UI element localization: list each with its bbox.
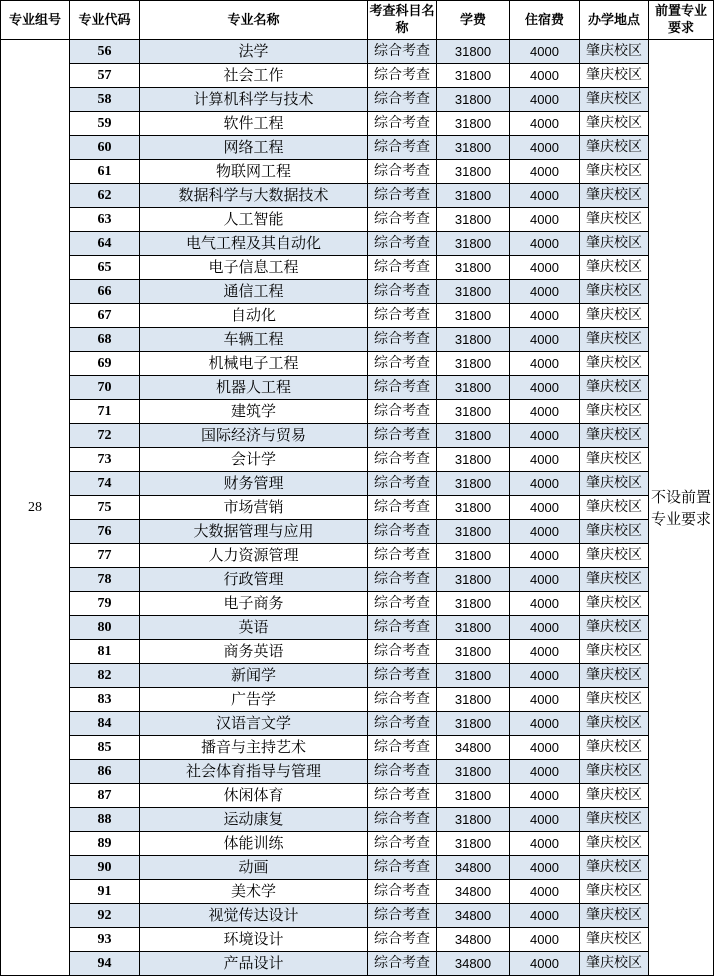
exam-subject-cell: 综合考查 <box>368 256 437 280</box>
lodging-fee-cell: 4000 <box>510 232 580 256</box>
major-name-cell: 财务管理 <box>140 472 368 496</box>
lodging-fee-cell: 4000 <box>510 712 580 736</box>
location-cell: 肇庆校区 <box>580 88 649 112</box>
major-code-cell: 63 <box>70 208 140 232</box>
tuition-cell: 34800 <box>437 880 510 904</box>
table-row <box>1 280 714 304</box>
tuition-cell: 31800 <box>437 256 510 280</box>
major-code-cell: 92 <box>70 904 140 928</box>
location-cell: 肇庆校区 <box>580 232 649 256</box>
tuition-cell: 31800 <box>437 688 510 712</box>
lodging-fee-cell: 4000 <box>510 496 580 520</box>
table-row <box>1 568 714 592</box>
major-code-cell: 74 <box>70 472 140 496</box>
location-cell: 肇庆校区 <box>580 520 649 544</box>
tuition-cell: 31800 <box>437 88 510 112</box>
location-cell: 肇庆校区 <box>580 856 649 880</box>
tuition-cell: 31800 <box>437 808 510 832</box>
major-code-cell: 59 <box>70 112 140 136</box>
tuition-cell: 31800 <box>437 664 510 688</box>
lodging-fee-cell: 4000 <box>510 328 580 352</box>
tuition-cell: 31800 <box>437 832 510 856</box>
lodging-fee-cell: 4000 <box>510 904 580 928</box>
location-cell: 肇庆校区 <box>580 184 649 208</box>
tuition-cell: 31800 <box>437 352 510 376</box>
table-row <box>1 856 714 880</box>
major-code-cell: 72 <box>70 424 140 448</box>
exam-subject-cell: 综合考查 <box>368 232 437 256</box>
major-code-cell: 88 <box>70 808 140 832</box>
location-cell: 肇庆校区 <box>580 760 649 784</box>
table-row <box>1 664 714 688</box>
location-cell: 肇庆校区 <box>580 448 649 472</box>
header-group-no: 专业组号 <box>1 1 70 40</box>
major-code-cell: 58 <box>70 88 140 112</box>
location-cell: 肇庆校区 <box>580 592 649 616</box>
location-cell: 肇庆校区 <box>580 304 649 328</box>
major-code-cell: 60 <box>70 136 140 160</box>
major-name-cell: 社会体育指导与管理 <box>140 760 368 784</box>
table-row <box>1 472 714 496</box>
table-row <box>1 544 714 568</box>
major-code-cell: 62 <box>70 184 140 208</box>
table-row <box>1 616 714 640</box>
location-cell: 肇庆校区 <box>580 112 649 136</box>
lodging-fee-cell: 4000 <box>510 376 580 400</box>
exam-subject-cell: 综合考查 <box>368 64 437 88</box>
major-code-cell: 78 <box>70 568 140 592</box>
table-row <box>1 952 714 976</box>
header-exam-subject: 考查科目名称 <box>368 1 437 40</box>
location-cell: 肇庆校区 <box>580 136 649 160</box>
major-name-cell: 数据科学与大数据技术 <box>140 184 368 208</box>
tuition-cell: 31800 <box>437 544 510 568</box>
lodging-fee-cell: 4000 <box>510 40 580 64</box>
tuition-cell: 31800 <box>437 568 510 592</box>
tuition-cell: 31800 <box>437 280 510 304</box>
location-cell: 肇庆校区 <box>580 664 649 688</box>
exam-subject-cell: 综合考查 <box>368 400 437 424</box>
exam-subject-cell: 综合考查 <box>368 928 437 952</box>
table-row <box>1 712 714 736</box>
lodging-fee-cell: 4000 <box>510 568 580 592</box>
exam-subject-cell: 综合考查 <box>368 616 437 640</box>
table-row <box>1 592 714 616</box>
location-cell: 肇庆校区 <box>580 904 649 928</box>
exam-subject-cell: 综合考查 <box>368 328 437 352</box>
major-code-cell: 86 <box>70 760 140 784</box>
table-row <box>1 760 714 784</box>
major-code-cell: 67 <box>70 304 140 328</box>
tuition-cell: 31800 <box>437 472 510 496</box>
tuition-cell: 31800 <box>437 496 510 520</box>
exam-subject-cell: 综合考查 <box>368 352 437 376</box>
tuition-cell: 31800 <box>437 520 510 544</box>
header-major-code: 专业代码 <box>70 1 140 40</box>
major-name-cell: 计算机科学与技术 <box>140 88 368 112</box>
tuition-cell: 34800 <box>437 928 510 952</box>
major-name-cell: 市场营销 <box>140 496 368 520</box>
lodging-fee-cell: 4000 <box>510 136 580 160</box>
major-name-cell: 人力资源管理 <box>140 544 368 568</box>
lodging-fee-cell: 4000 <box>510 448 580 472</box>
major-name-cell: 车辆工程 <box>140 328 368 352</box>
tuition-cell: 31800 <box>437 400 510 424</box>
table-row <box>1 880 714 904</box>
table-row <box>1 904 714 928</box>
exam-subject-cell: 综合考查 <box>368 376 437 400</box>
location-cell: 肇庆校区 <box>580 352 649 376</box>
exam-subject-cell: 综合考查 <box>368 904 437 928</box>
tuition-cell: 34800 <box>437 856 510 880</box>
lodging-fee-cell: 4000 <box>510 112 580 136</box>
major-code-cell: 90 <box>70 856 140 880</box>
header-tuition: 学费 <box>437 1 510 40</box>
exam-subject-cell: 综合考查 <box>368 88 437 112</box>
header-major-name: 专业名称 <box>140 1 368 40</box>
table-row <box>1 304 714 328</box>
exam-subject-cell: 综合考查 <box>368 712 437 736</box>
major-name-cell: 休闲体育 <box>140 784 368 808</box>
exam-subject-cell: 综合考查 <box>368 448 437 472</box>
tuition-cell: 31800 <box>437 448 510 472</box>
major-name-cell: 美术学 <box>140 880 368 904</box>
location-cell: 肇庆校区 <box>580 208 649 232</box>
exam-subject-cell: 综合考查 <box>368 280 437 304</box>
major-name-cell: 体能训练 <box>140 832 368 856</box>
major-code-cell: 68 <box>70 328 140 352</box>
lodging-fee-cell: 4000 <box>510 64 580 88</box>
exam-subject-cell: 综合考查 <box>368 520 437 544</box>
major-code-cell: 76 <box>70 520 140 544</box>
location-cell: 肇庆校区 <box>580 280 649 304</box>
location-cell: 肇庆校区 <box>580 160 649 184</box>
lodging-fee-cell: 4000 <box>510 832 580 856</box>
table-row <box>1 352 714 376</box>
major-name-cell: 运动康复 <box>140 808 368 832</box>
prerequisite-cell: 不设前置专业要求 <box>649 40 714 976</box>
major-code-cell: 61 <box>70 160 140 184</box>
tuition-cell: 31800 <box>437 616 510 640</box>
location-cell: 肇庆校区 <box>580 400 649 424</box>
tuition-cell: 31800 <box>437 112 510 136</box>
table-row <box>1 928 714 952</box>
location-cell: 肇庆校区 <box>580 712 649 736</box>
exam-subject-cell: 综合考查 <box>368 472 437 496</box>
exam-subject-cell: 综合考查 <box>368 112 437 136</box>
tuition-cell: 31800 <box>437 376 510 400</box>
major-name-cell: 电子商务 <box>140 592 368 616</box>
table-row <box>1 520 714 544</box>
exam-subject-cell: 综合考查 <box>368 208 437 232</box>
major-code-cell: 89 <box>70 832 140 856</box>
lodging-fee-cell: 4000 <box>510 520 580 544</box>
exam-subject-cell: 综合考查 <box>368 568 437 592</box>
major-code-cell: 83 <box>70 688 140 712</box>
lodging-fee-cell: 4000 <box>510 544 580 568</box>
location-cell: 肇庆校区 <box>580 640 649 664</box>
major-name-cell: 国际经济与贸易 <box>140 424 368 448</box>
lodging-fee-cell: 4000 <box>510 160 580 184</box>
table-row <box>1 256 714 280</box>
exam-subject-cell: 综合考查 <box>368 424 437 448</box>
major-name-cell: 软件工程 <box>140 112 368 136</box>
major-code-cell: 81 <box>70 640 140 664</box>
location-cell: 肇庆校区 <box>580 256 649 280</box>
table-row <box>1 400 714 424</box>
header-location: 办学地点 <box>580 1 649 40</box>
location-cell: 肇庆校区 <box>580 328 649 352</box>
group-number-cell: 28 <box>1 40 70 976</box>
lodging-fee-cell: 4000 <box>510 856 580 880</box>
location-cell: 肇庆校区 <box>580 472 649 496</box>
major-name-cell: 新闻学 <box>140 664 368 688</box>
major-name-cell: 视觉传达设计 <box>140 904 368 928</box>
lodging-fee-cell: 4000 <box>510 88 580 112</box>
major-name-cell: 电子信息工程 <box>140 256 368 280</box>
major-code-cell: 91 <box>70 880 140 904</box>
lodging-fee-cell: 4000 <box>510 880 580 904</box>
lodging-fee-cell: 4000 <box>510 808 580 832</box>
exam-subject-cell: 综合考查 <box>368 640 437 664</box>
table-row <box>1 112 714 136</box>
table-row <box>1 496 714 520</box>
location-cell: 肇庆校区 <box>580 688 649 712</box>
major-code-cell: 77 <box>70 544 140 568</box>
location-cell: 肇庆校区 <box>580 424 649 448</box>
tuition-cell: 31800 <box>437 184 510 208</box>
major-name-cell: 播音与主持艺术 <box>140 736 368 760</box>
location-cell: 肇庆校区 <box>580 544 649 568</box>
major-name-cell: 行政管理 <box>140 568 368 592</box>
location-cell: 肇庆校区 <box>580 496 649 520</box>
major-name-cell: 网络工程 <box>140 136 368 160</box>
lodging-fee-cell: 4000 <box>510 640 580 664</box>
table-row <box>1 808 714 832</box>
exam-subject-cell: 综合考查 <box>368 184 437 208</box>
tuition-cell: 34800 <box>437 904 510 928</box>
tuition-cell: 31800 <box>437 64 510 88</box>
major-code-cell: 75 <box>70 496 140 520</box>
location-cell: 肇庆校区 <box>580 880 649 904</box>
tuition-cell: 31800 <box>437 784 510 808</box>
header-row <box>1 1 714 40</box>
exam-subject-cell: 综合考查 <box>368 544 437 568</box>
table-body <box>1 40 714 976</box>
major-name-cell: 物联网工程 <box>140 160 368 184</box>
major-code-cell: 84 <box>70 712 140 736</box>
table-row <box>1 424 714 448</box>
location-cell: 肇庆校区 <box>580 616 649 640</box>
major-name-cell: 机器人工程 <box>140 376 368 400</box>
lodging-fee-cell: 4000 <box>510 184 580 208</box>
major-name-cell: 人工智能 <box>140 208 368 232</box>
exam-subject-cell: 综合考查 <box>368 136 437 160</box>
tuition-cell: 31800 <box>437 712 510 736</box>
exam-subject-cell: 综合考查 <box>368 160 437 184</box>
major-name-cell: 商务英语 <box>140 640 368 664</box>
table-row <box>1 832 714 856</box>
major-code-cell: 80 <box>70 616 140 640</box>
major-code-cell: 79 <box>70 592 140 616</box>
location-cell: 肇庆校区 <box>580 928 649 952</box>
exam-subject-cell: 综合考查 <box>368 856 437 880</box>
table-header <box>1 1 714 40</box>
major-code-cell: 85 <box>70 736 140 760</box>
major-name-cell: 电气工程及其自动化 <box>140 232 368 256</box>
lodging-fee-cell: 4000 <box>510 688 580 712</box>
tuition-cell: 31800 <box>437 304 510 328</box>
major-code-cell: 56 <box>70 40 140 64</box>
lodging-fee-cell: 4000 <box>510 400 580 424</box>
major-code-cell: 65 <box>70 256 140 280</box>
tuition-cell: 34800 <box>437 952 510 976</box>
lodging-fee-cell: 4000 <box>510 256 580 280</box>
lodging-fee-cell: 4000 <box>510 736 580 760</box>
table-row <box>1 136 714 160</box>
major-name-cell: 英语 <box>140 616 368 640</box>
major-code-cell: 69 <box>70 352 140 376</box>
exam-subject-cell: 综合考查 <box>368 952 437 976</box>
table-row <box>1 160 714 184</box>
major-name-cell: 汉语言文学 <box>140 712 368 736</box>
table-row <box>1 736 714 760</box>
exam-subject-cell: 综合考查 <box>368 808 437 832</box>
major-code-cell: 66 <box>70 280 140 304</box>
tuition-cell: 31800 <box>437 136 510 160</box>
exam-subject-cell: 综合考查 <box>368 592 437 616</box>
tuition-cell: 34800 <box>437 736 510 760</box>
major-name-cell: 社会工作 <box>140 64 368 88</box>
location-cell: 肇庆校区 <box>580 568 649 592</box>
table-row <box>1 208 714 232</box>
major-name-cell: 建筑学 <box>140 400 368 424</box>
major-code-cell: 73 <box>70 448 140 472</box>
lodging-fee-cell: 4000 <box>510 208 580 232</box>
lodging-fee-cell: 4000 <box>510 352 580 376</box>
location-cell: 肇庆校区 <box>580 808 649 832</box>
table-row <box>1 640 714 664</box>
major-code-cell: 64 <box>70 232 140 256</box>
location-cell: 肇庆校区 <box>580 832 649 856</box>
exam-subject-cell: 综合考查 <box>368 664 437 688</box>
location-cell: 肇庆校区 <box>580 736 649 760</box>
table-row <box>1 784 714 808</box>
lodging-fee-cell: 4000 <box>510 472 580 496</box>
tuition-cell: 31800 <box>437 760 510 784</box>
lodging-fee-cell: 4000 <box>510 664 580 688</box>
location-cell: 肇庆校区 <box>580 376 649 400</box>
major-code-cell: 82 <box>70 664 140 688</box>
major-code-cell: 71 <box>70 400 140 424</box>
major-name-cell: 会计学 <box>140 448 368 472</box>
exam-subject-cell: 综合考查 <box>368 304 437 328</box>
table-row <box>1 88 714 112</box>
table-row <box>1 232 714 256</box>
location-cell: 肇庆校区 <box>580 64 649 88</box>
exam-subject-cell: 综合考查 <box>368 832 437 856</box>
lodging-fee-cell: 4000 <box>510 928 580 952</box>
exam-subject-cell: 综合考查 <box>368 40 437 64</box>
location-cell: 肇庆校区 <box>580 40 649 64</box>
lodging-fee-cell: 4000 <box>510 592 580 616</box>
major-name-cell: 环境设计 <box>140 928 368 952</box>
major-name-cell: 产品设计 <box>140 952 368 976</box>
major-code-cell: 94 <box>70 952 140 976</box>
tuition-cell: 31800 <box>437 208 510 232</box>
table-row <box>1 328 714 352</box>
major-name-cell: 大数据管理与应用 <box>140 520 368 544</box>
exam-subject-cell: 综合考查 <box>368 496 437 520</box>
table-row <box>1 40 714 64</box>
major-code-cell: 57 <box>70 64 140 88</box>
major-name-cell: 自动化 <box>140 304 368 328</box>
major-name-cell: 动画 <box>140 856 368 880</box>
major-code-cell: 93 <box>70 928 140 952</box>
tuition-cell: 31800 <box>437 424 510 448</box>
tuition-cell: 31800 <box>437 40 510 64</box>
header-prerequisite: 前置专业要求 <box>649 1 714 40</box>
exam-subject-cell: 综合考查 <box>368 736 437 760</box>
tuition-cell: 31800 <box>437 160 510 184</box>
lodging-fee-cell: 4000 <box>510 424 580 448</box>
table-row <box>1 688 714 712</box>
major-name-cell: 机械电子工程 <box>140 352 368 376</box>
major-name-cell: 通信工程 <box>140 280 368 304</box>
table-row <box>1 376 714 400</box>
major-code-cell: 87 <box>70 784 140 808</box>
major-name-cell: 法学 <box>140 40 368 64</box>
tuition-cell: 31800 <box>437 640 510 664</box>
lodging-fee-cell: 4000 <box>510 784 580 808</box>
exam-subject-cell: 综合考查 <box>368 760 437 784</box>
exam-subject-cell: 综合考查 <box>368 688 437 712</box>
tuition-cell: 31800 <box>437 592 510 616</box>
lodging-fee-cell: 4000 <box>510 616 580 640</box>
major-name-cell: 广告学 <box>140 688 368 712</box>
tuition-cell: 31800 <box>437 328 510 352</box>
lodging-fee-cell: 4000 <box>510 304 580 328</box>
exam-subject-cell: 综合考查 <box>368 880 437 904</box>
header-lodging-fee: 住宿费 <box>510 1 580 40</box>
table-row <box>1 184 714 208</box>
location-cell: 肇庆校区 <box>580 952 649 976</box>
major-code-cell: 70 <box>70 376 140 400</box>
lodging-fee-cell: 4000 <box>510 280 580 304</box>
lodging-fee-cell: 4000 <box>510 760 580 784</box>
exam-subject-cell: 综合考查 <box>368 784 437 808</box>
tuition-cell: 31800 <box>437 232 510 256</box>
table-row <box>1 448 714 472</box>
lodging-fee-cell: 4000 <box>510 952 580 976</box>
table-row <box>1 64 714 88</box>
location-cell: 肇庆校区 <box>580 784 649 808</box>
